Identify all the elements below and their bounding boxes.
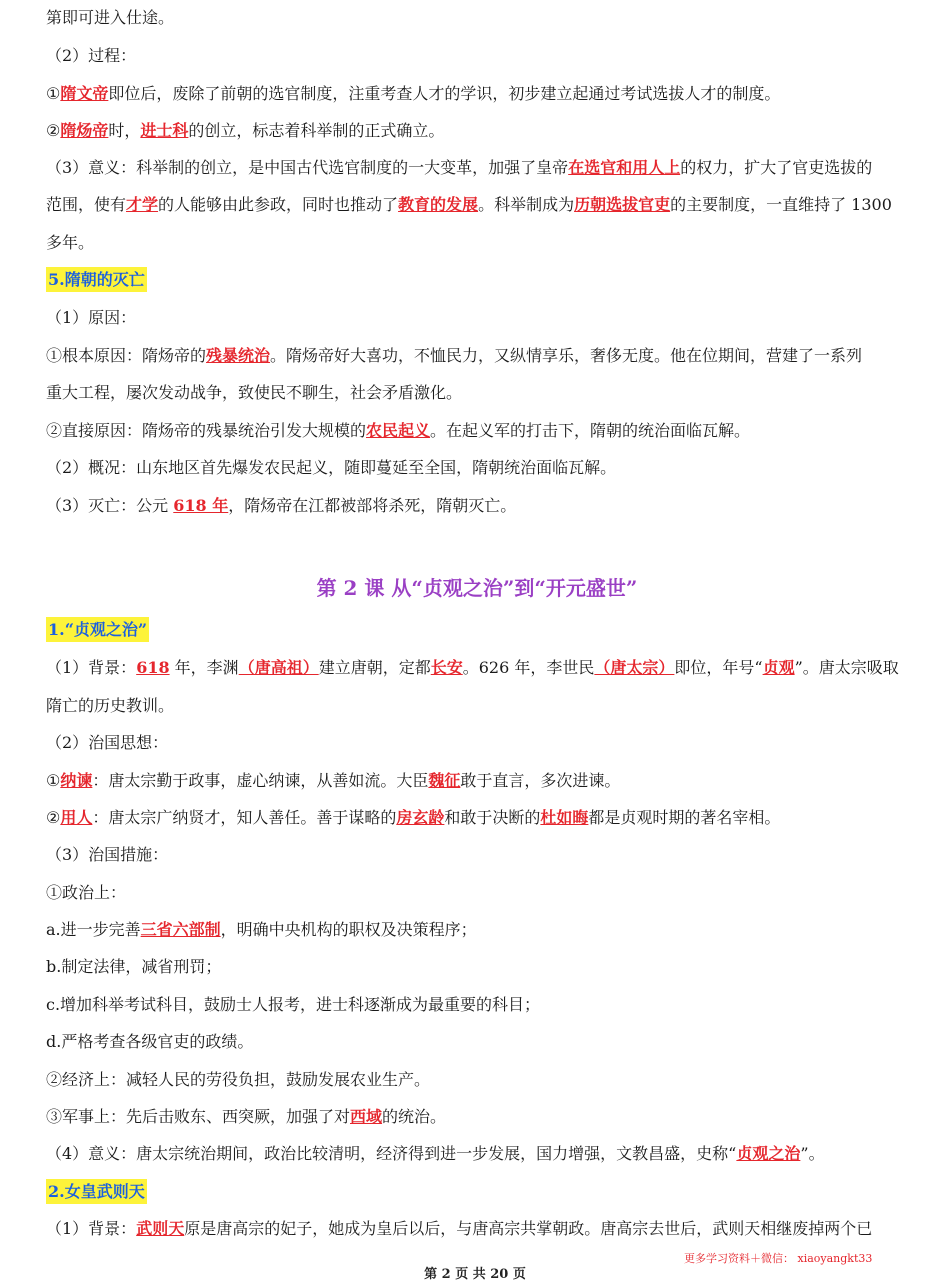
- text-line: [46, 46, 136, 66]
- keyword: 隋文帝: [60, 84, 109, 103]
- text-run: 原是唐高宗的妃子，她成为皇后以后，与唐高宗共掌朝政。唐高宗去世后，武则天相继废掉两个已: [184, 1219, 873, 1238]
- text-run: 隋亡的历史教训。: [46, 696, 175, 715]
- text-line: [46, 883, 126, 903]
- text-run: （1）背景：: [46, 658, 137, 677]
- text-run: （3）灭亡：公元: [46, 496, 174, 515]
- keyword: （唐太宗）: [594, 658, 675, 677]
- text-line: [46, 920, 477, 940]
- section-heading: [46, 1182, 147, 1202]
- text-line: [46, 421, 750, 441]
- text-run: ①政治上：: [46, 883, 127, 902]
- wechat-promo: 更多学习资料＋微信： xiaoyangkt33: [684, 1252, 873, 1265]
- text-run: ③军事上：先后击败东、西突厥，加强了对: [46, 1107, 351, 1126]
- text-run: 都是贞观时期的著名宰相。: [588, 808, 781, 827]
- text-line: [46, 121, 444, 141]
- text-run: 敢于直言，多次进谏。: [460, 771, 621, 790]
- text-run: d.严格考查各级官吏的政绩。: [46, 1032, 254, 1051]
- text-run: 即位后，废除了前朝的选官制度，注重考查人才的学识，初步建立起通过考试选拔人才的制度。: [108, 84, 781, 103]
- text-line: [46, 771, 620, 791]
- text-run: 。626 年，李世民: [462, 658, 595, 677]
- section-heading: [46, 620, 149, 640]
- keyword: 历朝选拔官吏: [574, 195, 671, 214]
- text-run: ①: [46, 84, 61, 103]
- text-run: ②: [46, 121, 61, 140]
- keyword: 进士科: [140, 121, 189, 140]
- text-line: [46, 995, 540, 1015]
- text-line: [46, 233, 94, 253]
- keyword: 残暴统治: [206, 346, 271, 365]
- text-run: 2.女皇武则天: [48, 1182, 145, 1201]
- lesson-title: 第 2 课 从“贞观之治”到“开元盛世”: [316, 576, 638, 600]
- text-run: ：唐太宗勤于政事，虚心纳谏，从善如流。大臣: [92, 771, 429, 790]
- text-run: b.制定法律，减省刑罚；: [46, 957, 222, 976]
- keyword: 长安: [430, 658, 463, 677]
- text-run: 建立唐朝，定都: [318, 658, 431, 677]
- text-run: ：唐太宗广纳贤才，知人善任。善于谋略的: [92, 808, 397, 827]
- text-line: [46, 845, 168, 865]
- text-run: ②直接原因：隋炀帝的残暴统治引发大规模的: [46, 421, 367, 440]
- section-heading: [46, 270, 147, 290]
- page-number: 第 2 页 共 20 页: [424, 1267, 526, 1282]
- keyword: 纳谏: [60, 771, 93, 790]
- text-line: [46, 496, 516, 516]
- text-line: [46, 957, 221, 977]
- section-highlight: [46, 267, 147, 292]
- text-run: ”。唐太宗吸取: [794, 658, 899, 677]
- text-line: [46, 658, 899, 678]
- keyword: 在选官和用人上: [568, 158, 681, 177]
- keyword: 教育的发展: [398, 195, 479, 214]
- text-run: ”。: [800, 1144, 825, 1163]
- text-run: 1.“贞观之治”: [48, 620, 148, 639]
- keyword: 贞观: [762, 658, 795, 677]
- text-run: 5.隋朝的灭亡: [48, 270, 145, 289]
- text-line: [46, 1032, 253, 1052]
- text-run: （2）治国思想：: [46, 733, 169, 752]
- text-line: [46, 84, 780, 104]
- keyword: 武则天: [136, 1219, 185, 1238]
- text-run: ②: [46, 808, 61, 827]
- text-run: （4）意义：唐太宗统治期间，政治比较清明，经济得到进一步发展，国力增强，文教昌盛，史称“: [46, 1144, 737, 1163]
- text-run: 的统治。: [382, 1107, 447, 1126]
- text-run: ，明确中央机构的职权及决策程序；: [220, 920, 477, 939]
- text-run: ②经济上：减轻人民的劳役负担，鼓励发展农业生产。: [46, 1070, 431, 1089]
- text-line: [46, 158, 872, 178]
- text-run: （1）背景：: [46, 1219, 137, 1238]
- keyword: 三省六部制: [140, 920, 221, 939]
- keyword: 魏征: [428, 771, 461, 790]
- text-line: [46, 1070, 430, 1090]
- text-line: [46, 458, 616, 478]
- text-line: [46, 346, 862, 366]
- text-run: 多年。: [46, 233, 95, 252]
- text-line: [46, 195, 892, 215]
- text-run: 和敢于决断的: [444, 808, 541, 827]
- keyword: 房玄龄: [396, 808, 445, 827]
- text-run: 。隋炀帝好大喜功，不恤民力，又纵情享乐，奢侈无度。他在位期间，营建了一系列: [270, 346, 863, 365]
- text-run: 的主要制度，一直维持了 1300: [670, 195, 892, 214]
- text-line: [46, 733, 168, 753]
- text-line: [46, 308, 136, 328]
- text-run: ①: [46, 771, 61, 790]
- keyword: 隋炀帝: [60, 121, 109, 140]
- text-run: （3）意义：科举制的创立，是中国古代选官制度的一大变革，加强了皇帝: [46, 158, 569, 177]
- text-run: 时，: [108, 121, 141, 140]
- keyword: （唐高祖）: [238, 658, 319, 677]
- text-run: （2）过程：: [46, 46, 137, 65]
- text-run: 的人能够由此参政，同时也推动了: [158, 195, 399, 214]
- text-run: 重大工程，屡次发动战争，致使民不聊生，社会矛盾激化。: [46, 383, 463, 402]
- text-run: （1）原因：: [46, 308, 137, 327]
- text-line: [46, 8, 174, 28]
- text-run: 的权力，扩大了官吏选拔的: [680, 158, 873, 177]
- text-run: 即位，年号“: [674, 658, 763, 677]
- text-run: 范围，使有: [46, 195, 127, 214]
- text-run: （3）治国措施：: [46, 845, 169, 864]
- keyword: 西域: [350, 1107, 383, 1126]
- text-run: a.进一步完善: [46, 920, 141, 939]
- text-run: 。科举制成为: [478, 195, 575, 214]
- text-run: 第即可进入仕途。: [46, 8, 175, 27]
- text-run: ①根本原因：隋炀帝的: [46, 346, 207, 365]
- text-run: c.增加科举考试科目，鼓励士人报考，进士科逐渐成为最重要的科目；: [46, 995, 541, 1014]
- text-line: [46, 808, 780, 828]
- text-run: （2）概况：山东地区首先爆发农民起义，随即蔓延至全国，隋朝统治面临瓦解。: [46, 458, 617, 477]
- section-highlight: [46, 617, 149, 642]
- keyword: 618 年: [173, 496, 229, 515]
- text-line: [46, 1107, 446, 1127]
- keyword: 才学: [126, 195, 159, 214]
- text-line: [46, 383, 462, 403]
- text-run: 年，李渊: [169, 658, 239, 677]
- keyword: 农民起义: [366, 421, 431, 440]
- text-run: ，隋炀帝在江都被部将杀死，隋朝灭亡。: [228, 496, 517, 515]
- text-run: 。在起义军的打击下，隋朝的统治面临瓦解。: [430, 421, 751, 440]
- section-highlight: [46, 1179, 147, 1204]
- text-line: [46, 1219, 872, 1239]
- keyword: 杜如晦: [540, 808, 589, 827]
- text-line: [46, 696, 174, 716]
- keyword: 618: [136, 658, 170, 677]
- keyword: 用人: [60, 808, 93, 827]
- text-line: [46, 1144, 825, 1164]
- text-run: 的创立，标志着科举制的正式确立。: [188, 121, 445, 140]
- keyword: 贞观之治: [736, 1144, 801, 1163]
